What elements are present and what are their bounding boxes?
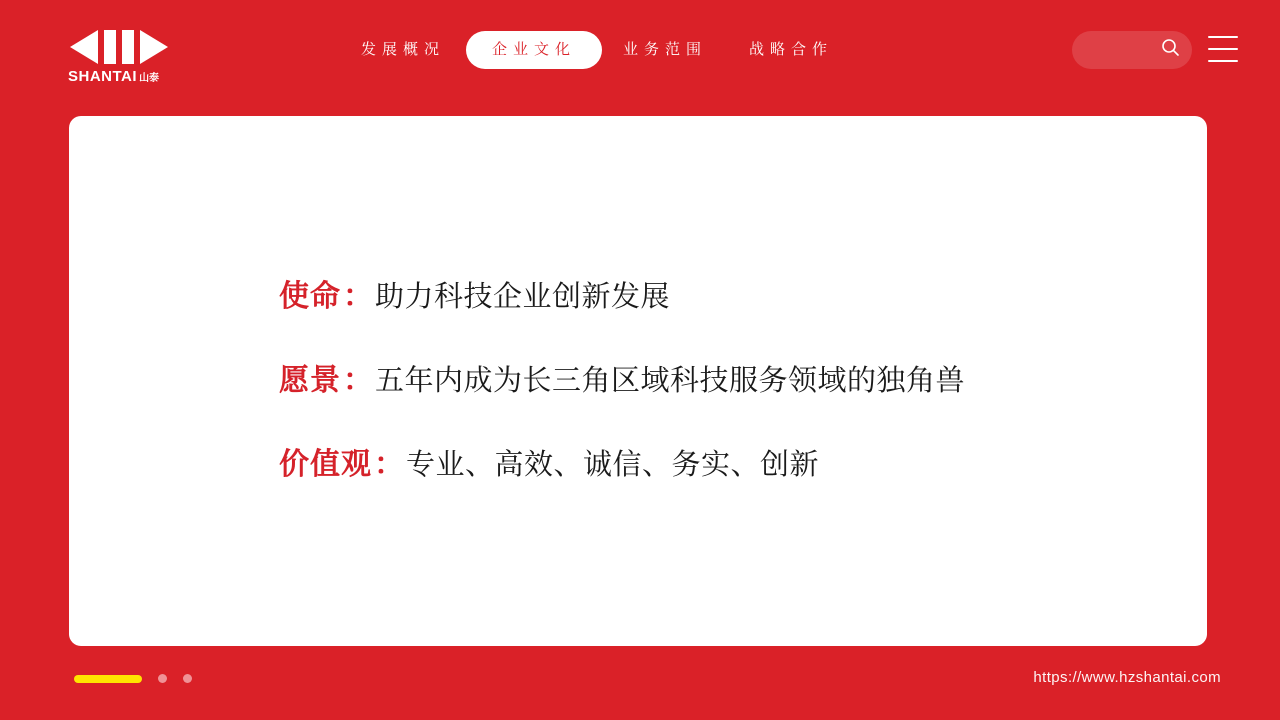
vision-value: 五年内成为长三角区域科技服务领域的独角兽 (375, 365, 966, 397)
culture-row-vision (279, 355, 965, 399)
mission-label: 使命 (279, 280, 341, 313)
hamburger-menu-icon[interactable] (1208, 36, 1238, 62)
carousel-pagination (74, 674, 192, 683)
menu-line-3 (1208, 60, 1238, 62)
site-header (0, 0, 1280, 100)
culture-row-mission (279, 271, 965, 315)
search-box[interactable] (1072, 31, 1192, 69)
site-url[interactable]: https://www.hzshantai.com (1033, 669, 1221, 686)
mission-value: 助力科技企业创新发展 (375, 281, 671, 313)
values-value: 专业、高效、诚信、务实、创新 (406, 449, 820, 481)
mission-colon: ： (343, 280, 373, 313)
pagination-indicator-3[interactable] (183, 674, 192, 683)
brand-name-en: SHANTAI (68, 68, 138, 85)
nav-item-overview[interactable]: 发展概况 (361, 41, 446, 58)
pagination-indicator-1[interactable] (74, 675, 142, 683)
nav-item-business[interactable]: 业务范围 (623, 41, 708, 58)
brand-name-cn: 山泰 (139, 73, 160, 84)
menu-line-2 (1208, 48, 1238, 50)
values-colon: ： (374, 448, 404, 481)
brand-logo[interactable] (68, 28, 172, 86)
brand-wordmark (68, 68, 159, 85)
culture-statement-list (279, 271, 965, 483)
vision-colon: ： (343, 364, 373, 397)
menu-line-1 (1208, 36, 1238, 38)
culture-row-values (279, 439, 965, 483)
nav-item-culture[interactable]: 企业文化 (466, 31, 602, 69)
shantai-logo-mark-icon (68, 28, 172, 66)
values-label: 价值观 (279, 448, 372, 481)
main-navigation (340, 31, 854, 69)
search-input[interactable] (1086, 31, 1166, 69)
nav-item-cooperation[interactable]: 战略合作 (749, 41, 834, 58)
content-card (69, 116, 1207, 646)
pagination-indicator-2[interactable] (158, 674, 167, 683)
vision-label: 愿景 (279, 364, 341, 397)
